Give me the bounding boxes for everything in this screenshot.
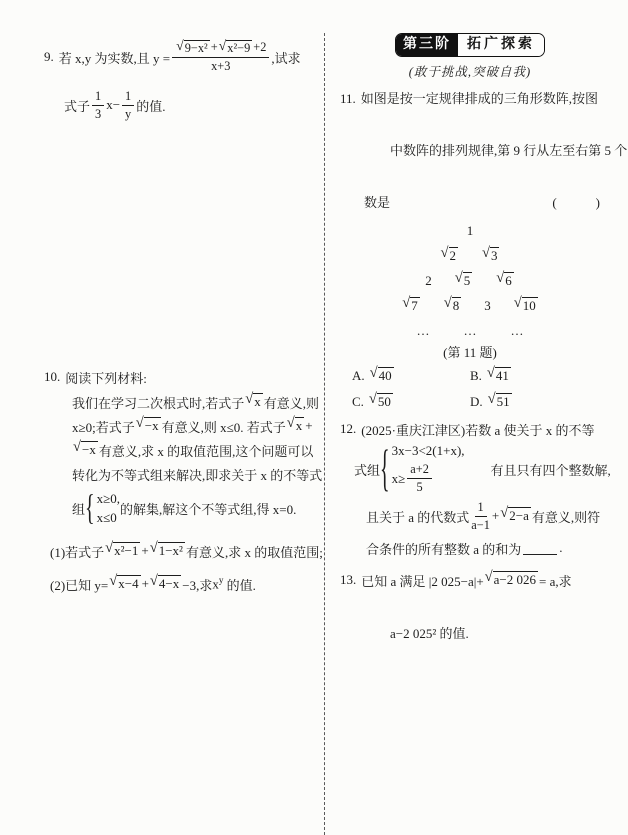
fraction [407,462,432,495]
option-c [352,393,470,410]
radical-sign-icon: √ [245,391,254,408]
badge-stage-label: 第三阶 [396,34,458,56]
inequality-system [85,488,121,528]
fraction [122,89,134,122]
problem-9-text: ,试求 [271,50,301,66]
options-row-1 [340,363,600,389]
problem-13-text: a−2 025² 的值. [390,626,469,641]
fraction [471,500,490,533]
sqrt-expression: √ x−4 [109,573,139,592]
option-label: C. [352,394,364,409]
problem-12-text: 合条件的所有整数 a 的和为 [366,541,522,557]
radical-sign-icon: √ [482,244,490,261]
problem-13-line-1 [340,565,600,595]
problem-11-line-2 [340,112,628,190]
sqrt-expression: √ 2 [440,244,456,263]
power-expression [212,575,223,592]
radical-sign-icon: √ [496,269,505,286]
sqrt-expression: √ 5 [454,269,471,288]
problem-12 [340,417,611,561]
array-value: 1 [466,222,474,238]
problem-9-line-2 [44,84,328,126]
sqrt-expression: √ x²−1 [105,540,139,559]
item-text: 的值. [223,577,256,593]
sqrt-expression: √ 41 [486,365,509,384]
triangle-row-3 [340,268,600,293]
problem-13-number: 13. [340,572,357,587]
triangle-row-4 [340,293,600,318]
power-base: x [212,576,219,592]
problem-9-text: 式子 [64,98,91,114]
radical-sign-icon: √ [109,573,118,590]
sqrt-expression: √ −x [73,439,96,458]
problem-13-line-2 [340,595,600,673]
sqrt-expression: √ 1−x² [149,540,183,559]
problem-10-title-line [44,364,328,390]
system-row-bottom: x≤0 [96,509,117,525]
radical-sign-icon: √ [440,244,449,261]
fraction-denominator: y [125,106,132,121]
material-text: 有意义,求 x 的取值范围,这个问题可以 [98,443,314,459]
radical-sign-icon: √ [487,391,496,408]
triangle-row-5 [340,318,600,343]
problem-12-system-line [354,440,611,498]
radical-sign-icon: √ [486,365,495,382]
problem-11-line-3 [340,190,600,216]
sqrt-expression: √ 50 [368,391,391,410]
section-header [340,33,600,57]
problem-9-text: x− [106,97,121,112]
problem-10-title: 阅读下列材料: [65,370,147,386]
sqrt-expression: √ 9−x² [176,37,208,55]
problem-12-text: . [559,540,563,555]
radical-sign-icon: √ [218,37,227,53]
sqrt-expression: √ 40 [369,365,392,384]
problem-12-line-4 [366,535,600,561]
option-label: B. [470,368,482,383]
system-rows [392,443,465,495]
sqrt-expression: √ 4−x [149,573,180,592]
plus-sign: + [141,543,149,558]
answer-blank [523,541,557,555]
radical-sign-icon: √ [73,439,81,456]
option-label: A. [352,368,365,383]
problem-12-text: 式组 [354,462,381,478]
material-line-3 [72,438,328,462]
radical-sign-icon: √ [176,37,184,53]
fraction-denominator: 3 [95,106,102,121]
system-row-top: x≥0, [96,490,121,506]
material-line-2 [72,414,328,438]
triangle-row-1 [340,218,600,243]
problem-12-line-3 [366,497,600,535]
material-text: 的解集,解这个不等式组,得 x=0. [120,501,297,517]
section-badge [395,33,545,57]
radical-sign-icon: √ [484,569,493,586]
radical-sign-icon: √ [369,365,378,382]
fraction [172,37,269,74]
problem-10-item-2 [50,568,328,600]
array-value: 2 [425,272,432,288]
problem-9-number: 9. [44,49,54,64]
ellipsis: … [510,322,524,338]
problem-12-text: 有意义,则符 [531,509,601,525]
problem-10-item-1 [50,534,328,568]
options-row-2 [340,389,600,415]
sqrt-expression: √ x [245,391,261,410]
problem-13 [340,565,600,673]
figure-caption: (第 11 题) [443,345,497,360]
sqrt-expression: √ 10 [513,294,536,313]
problem-9-line-1 [44,34,328,80]
material-text: 有意义,则 x≤0. 若式子 [161,419,286,435]
material-text: 转化为不等式组来解决,即求关于 x 的不等式 [72,467,323,483]
numerator-tail: +2 [253,39,267,54]
ellipsis: … [416,322,430,338]
system-row-bottom [392,462,434,495]
sqrt-expression: √ a−2 026 [484,569,537,588]
right-column [340,33,628,673]
problem-10 [44,364,328,600]
problem-10-number: 10. [44,369,61,384]
sqrt-expression: √ 6 [496,269,512,288]
sqrt-expression: √ 3 [482,244,498,263]
sqrt-expression: √ −x [135,415,159,434]
fraction-denominator: 5 [416,480,423,494]
radical-sign-icon: √ [443,294,452,311]
radical-sign-icon: √ [286,415,295,432]
triangle-row-2 [340,243,600,268]
item-text: (1)若式子 [50,544,105,560]
problem-11-text: 如图是按一定规律排成的三角形数阵,按图 [360,91,599,106]
problem-12-number: 12. [340,421,357,436]
fraction-numerator: 1 [475,500,487,517]
badge-title-label: 拓广探索 [458,34,544,56]
problem-12-line-1 [340,417,600,441]
system-row-top: 3x−3<2(1+x), [391,443,465,459]
option-a [352,367,470,384]
problem-10-items [50,534,328,600]
radical-sign-icon: √ [149,540,158,557]
option-b [470,367,512,384]
ellipsis: … [463,322,477,338]
reading-material [72,390,328,530]
problem-12-text: 有且只有四个整数解, [490,462,611,478]
problem-11-text: 数是 [364,195,391,210]
brace-icon: { [380,440,390,498]
problem-11-text: 中数阵的排列规律,第 9 行从左至右第 5 个 [390,143,628,158]
sqrt-expression: √ 7 [402,294,418,313]
item-text: −3,求 [182,577,213,593]
plus-sign: + [141,576,149,591]
fraction-numerator: a+2 [407,462,432,479]
fraction-numerator: 1 [122,89,134,106]
radical-sign-icon: √ [513,294,522,311]
problem-12-text: (2025·重庆江津区)若数 a 使关于 x 的不等 [361,422,595,438]
option-d [470,393,513,410]
material-text: 我们在学习二次根式时,若式子 [72,395,245,411]
material-line-4 [72,462,328,486]
left-column [44,34,328,600]
radical-sign-icon: √ [105,540,114,557]
fraction-numerator [172,37,269,58]
fraction-denominator: x+3 [211,59,231,74]
problem-13-text: = a,求 [539,573,572,589]
radical-sign-icon: √ [368,391,377,408]
system-rows [97,491,120,526]
problem-9-text: 的值. [136,98,166,114]
answer-parentheses: ( ) [552,195,600,210]
sqrt-expression: √ x [286,415,303,434]
sqrt-expression: √ 2−a [500,505,529,524]
inequality-text: x≥ [391,470,406,486]
triangle-number-array [340,218,600,343]
problem-11-line-1 [340,86,600,112]
plus-sign: + [491,508,500,523]
sqrt-expression: √ 51 [487,391,510,410]
radical-sign-icon: √ [500,505,509,522]
inequality-system [380,440,465,498]
fraction-denominator: a−1 [471,517,490,532]
power-exponent: y [218,575,224,586]
material-line-1 [72,390,328,414]
material-text: 组 [72,501,86,517]
material-text: + [305,418,313,433]
item-text: (2)已知 y= [50,577,109,593]
problem-13-text: 已知 a 满足 |2 025−a|+ [361,573,484,589]
fraction [92,89,104,122]
problem-12-text: 且关于 a 的代数式 [366,509,470,525]
problem-11 [340,86,628,415]
fraction-numerator: 1 [92,89,104,106]
item-text: 有意义,求 x 的取值范围; [185,544,323,560]
option-label: D. [470,394,483,409]
plus-sign: + [210,39,218,54]
problem-9-text: 若 x,y 为实数,且 y = [58,50,171,66]
problem-9 [44,34,328,126]
sqrt-expression: √ x²−9 [218,37,251,55]
material-text: x≥0;若式子 [72,419,135,435]
radical-sign-icon: √ [135,415,144,432]
array-value: 3 [484,297,491,313]
sqrt-expression: √ 8 [443,294,460,313]
brace-icon: { [85,488,95,528]
radical-sign-icon: √ [149,573,158,590]
material-line-5 [72,486,328,530]
radical-sign-icon: √ [454,269,463,286]
material-text: 有意义,则 [263,395,320,411]
section-subtitle: (敢于挑战,突破自我) [408,65,532,79]
radical-sign-icon: √ [402,294,411,311]
problem-11-number: 11. [340,91,356,106]
